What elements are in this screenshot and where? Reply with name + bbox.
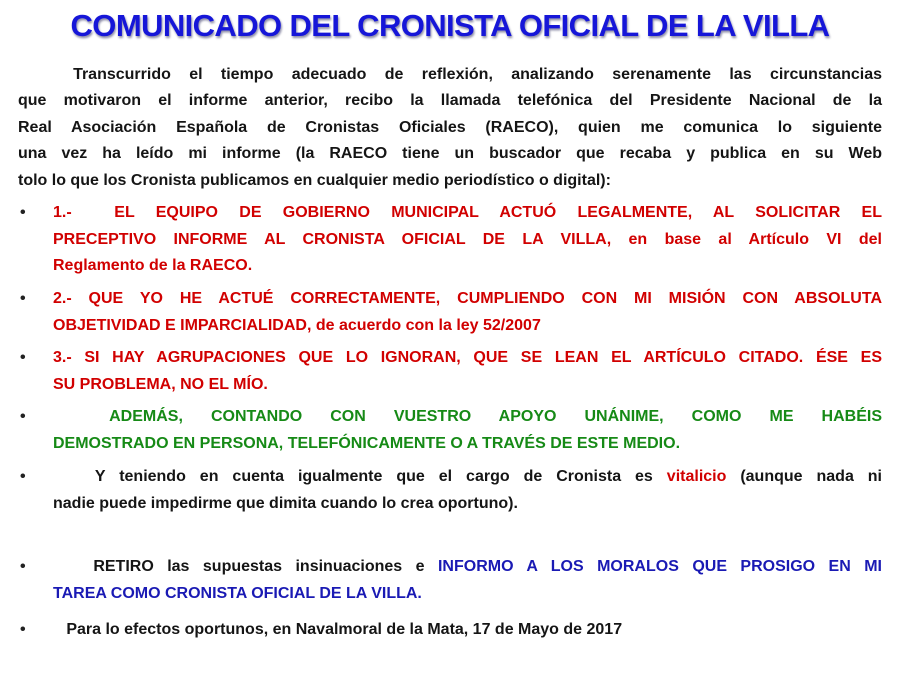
text-segment-black: (aunque nada ni (726, 468, 883, 485)
text-segment-green: ADEMÁS, CONTANDO CON VUESTRO APOYO UNÁNIME, COMO ME HABÉIS (53, 408, 882, 425)
bullet-icon: • (20, 408, 26, 425)
text-segment-blue: TAREA COMO CRONISTA OFICIAL DE LA VILLA. (53, 584, 422, 602)
bullet-item-line (53, 372, 882, 398)
text-segment-black: Transcurrido el tiempo adecuado de reflexión, analizando serenamente las circunstancias (18, 66, 882, 83)
bullet-icon: • (20, 621, 26, 638)
text-segment-black: Y teniendo en cuenta igualmente que el cargo de Cronista es (53, 468, 667, 485)
bullet-item-line (53, 286, 882, 312)
bullet-item-line (53, 581, 882, 607)
text-segment-black: una vez ha leído mi informe (la RAECO tiene un buscador que recaba y publica en su Web (18, 145, 882, 162)
intro-paragraph-line (18, 168, 882, 194)
intro-paragraph-line (18, 141, 882, 167)
text-segment-red: Reglamento de la RAECO. (53, 257, 253, 274)
bullet-item-line (53, 253, 882, 279)
text-segment-red: SU PROBLEMA, NO EL MÍO. (53, 375, 268, 393)
bullet-item-line (53, 404, 882, 430)
bullet-icon: • (20, 349, 26, 366)
bullet-icon: • (20, 558, 26, 575)
text-segment-black: RETIRO las supuestas insinuaciones e (53, 558, 438, 575)
text-segment-red: 3.- SI HAY AGRUPACIONES QUE LO IGNORAN, QUE SE LEAN EL ARTÍCULO CITADO. ÉSE ES (53, 349, 882, 366)
text-segment-red: vitalicio (666, 468, 727, 485)
bullet-item-line (53, 431, 882, 457)
bullet-item-line (53, 464, 882, 490)
text-segment-black: Real Asociación Española de Cronistas Oficiales (RAECO), quien me comunica lo siguiente (18, 119, 882, 136)
bullet-icon: • (20, 204, 26, 221)
bullet-item-line (53, 491, 882, 517)
text-segment-black: nadie puede impedirme que dimita cuando lo crea oportuno). (53, 494, 518, 512)
text-segment-red: 1.- EL EQUIPO DE GOBIERNO MUNICIPAL ACTUÓ LEGALMENTE, AL SOLICITAR EL (53, 204, 882, 221)
intro-paragraph-line (18, 62, 882, 88)
intro-paragraph-line (18, 115, 882, 141)
bullet-item-line (53, 313, 882, 339)
text-segment-red: OBJETIVIDAD E IMPARCIALIDAD, de acuerdo con la ley 52/2007 (53, 316, 541, 334)
text-segment-black: Para lo efectos oportunos, en Navalmoral de la Mata, 17 de Mayo de 2017 (53, 621, 623, 638)
bullet-icon: • (20, 290, 26, 307)
text-segment-blue: INFORMO A LOS MORALOS QUE PROSIGO EN MI (437, 558, 882, 575)
text-segment-red: PRECEPTIVO INFORME AL CRONISTA OFICIAL DE LA VILLA, en base al Artículo VI del (53, 230, 882, 248)
bullet-item-line (53, 554, 882, 580)
text-segment-black: tolo lo que los Cronista publicamos en cualquier medio periodístico o digital): (18, 172, 611, 189)
intro-paragraph-line (18, 88, 882, 114)
text-segment-black: que motivaron el informe anterior, recibo la llamada telefónica del Presidente Nacional de la (18, 92, 882, 109)
text-segment-red: 2.- QUE YO HE ACTUÉ CORRECTAMENTE, CUMPLIENDO CON MI MISIÓN CON ABSOLUTA (53, 290, 882, 307)
bullet-item-line (53, 200, 882, 226)
text-segment-green: DEMOSTRADO EN PERSONA, TELEFÓNICAMENTE O A TRAVÉS DE ESTE MEDIO. (53, 434, 681, 452)
page-title: COMUNICADO DEL CRONISTA OFICIAL DE LA VILLA (70, 8, 830, 43)
bullet-item-line (53, 617, 882, 643)
bullet-icon: • (20, 468, 26, 485)
bullet-item-line (53, 227, 882, 253)
bullet-item-line (53, 345, 882, 371)
